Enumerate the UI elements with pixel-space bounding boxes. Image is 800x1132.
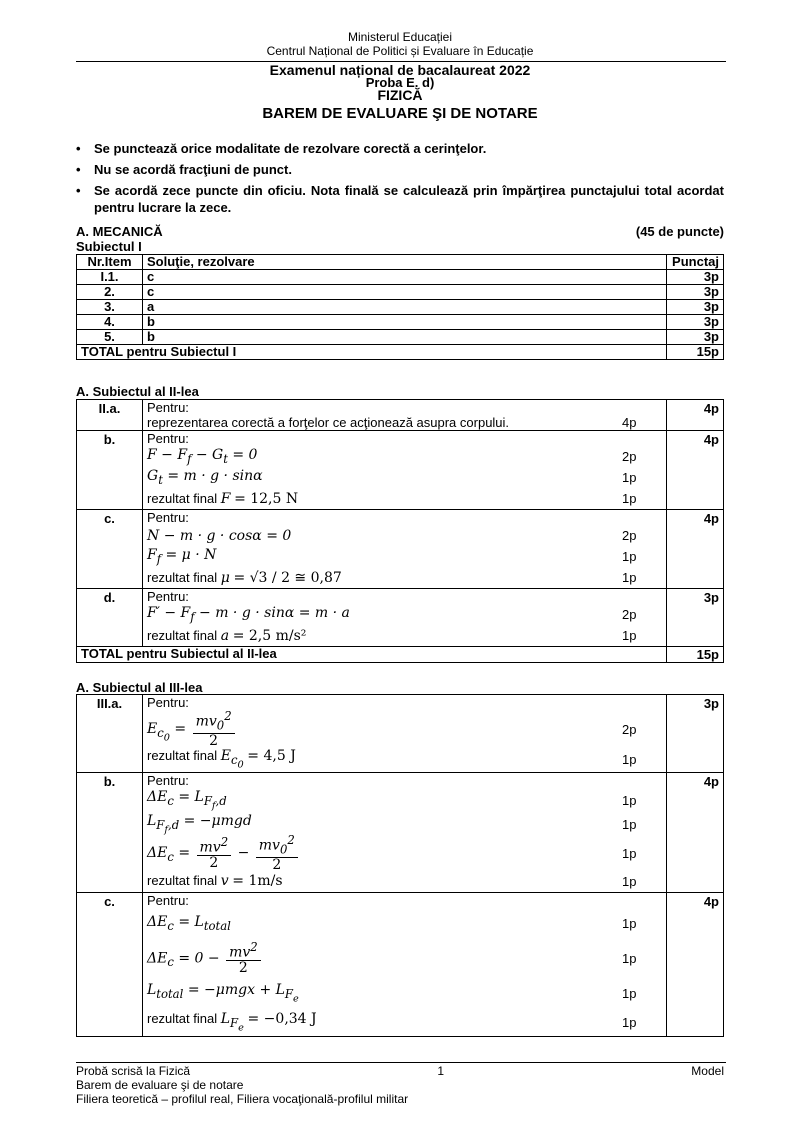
equation: $L_{total} = -\mu mgx + L_{F_e}$ xyxy=(147,981,299,1005)
solution-line xyxy=(147,546,662,567)
solution-line: rezultat final μ = √3 / 2 ≅ 0,87 1p xyxy=(147,567,662,588)
line-points: 1p xyxy=(622,845,637,861)
table-row xyxy=(77,510,724,589)
page-footer xyxy=(76,1064,724,1106)
line-points: 1p xyxy=(622,1014,637,1030)
solution-cell xyxy=(143,893,667,1037)
total-points: 15p xyxy=(667,647,724,663)
solution-line: rezultat final a = 2,5 m/s² 1p xyxy=(147,625,662,646)
answer: a xyxy=(143,300,667,315)
line-points: 1p xyxy=(622,985,637,1001)
solution-line xyxy=(147,938,662,978)
table-row xyxy=(77,285,724,300)
points: 3p xyxy=(667,589,724,647)
equation: $E_{c_0}$ xyxy=(220,747,244,771)
points: 4p xyxy=(667,773,724,893)
rule-item: • Se punctează orice modalitate de rezolvare corectă a cerinţelor. xyxy=(76,141,487,156)
section-a-heading xyxy=(76,224,724,239)
pentru-label: Pentru: xyxy=(147,695,189,710)
solution-cell xyxy=(143,695,667,773)
equation: N − m · g · cosα = 0 xyxy=(147,527,292,544)
item-number: 3. xyxy=(77,300,143,315)
equation: $\Delta E_c = 0$ − $\frac{mv^2}{2}$ xyxy=(147,940,622,977)
page-number: 1 xyxy=(437,1064,445,1078)
solution-cell xyxy=(143,510,667,589)
pentru-label: Pentru: xyxy=(147,400,189,415)
equation: a xyxy=(220,627,230,644)
footer-model: Model xyxy=(691,1064,724,1078)
solution-line: rezultat final v = 1m/s 1p xyxy=(147,870,662,892)
pentru-label: Pentru: xyxy=(147,893,189,908)
section-a-title: A. MECANICĂ xyxy=(76,224,163,239)
footer-exam: Probă scrisă la Fizică xyxy=(76,1064,191,1078)
answer: c xyxy=(143,270,667,285)
answer: c xyxy=(143,285,667,300)
line-points: 2p xyxy=(622,528,637,543)
equation: $F - F_f - G_t = 0$ xyxy=(147,447,258,466)
table-header-row xyxy=(77,255,724,270)
points: 4p xyxy=(667,431,724,510)
solution-cell xyxy=(143,431,667,510)
line-points: 4p xyxy=(622,415,637,430)
rule-item: • Nu se acordă fracţiuni de punct. xyxy=(76,162,292,177)
bullet-icon: • xyxy=(76,162,81,177)
ministry-header xyxy=(0,30,800,58)
equation: $\Delta E_c = L_{F_f,d}$ xyxy=(147,788,227,812)
footer-divider xyxy=(76,1062,726,1063)
total-label: TOTAL pentru Subiectul al II-lea xyxy=(77,647,667,663)
document-title: BAREM DE EVALUARE ŞI DE NOTARE xyxy=(262,105,538,122)
points: 3p xyxy=(667,270,724,285)
solution-cell xyxy=(143,773,667,893)
result-label: rezultat final xyxy=(147,490,218,506)
bullet-icon: • xyxy=(76,141,81,156)
equation: $F' - F_f - m \cdot g \cdot \sin\alpha = m \cdot a$ xyxy=(147,605,350,624)
item-number: b. xyxy=(77,773,143,893)
item-number: I.1. xyxy=(77,270,143,285)
line-points: 1p xyxy=(622,873,637,889)
line-points: 2p xyxy=(622,607,637,622)
points: 3p xyxy=(667,315,724,330)
solution-text: reprezentarea corectă a forţelor ce acţionează asupra corpului. xyxy=(147,415,510,430)
solution-line xyxy=(147,604,662,625)
exam-title: Examenul național de bacalaureat 2022 xyxy=(269,62,531,78)
pentru-label: Pentru: xyxy=(147,431,189,446)
item-number: d. xyxy=(77,589,143,647)
result-label: rezultat final xyxy=(147,747,218,763)
section-a-points: (45 de puncte) xyxy=(635,224,724,239)
item-number: c. xyxy=(77,893,143,1037)
bullet-icon: • xyxy=(76,183,81,198)
table-row xyxy=(77,330,724,345)
solution-line xyxy=(147,446,662,467)
line-points: 1p xyxy=(622,751,637,767)
solution-line: rezultat final $L_{F_e} = -0,34$ J 1p xyxy=(147,1008,662,1036)
footer-profile: Filiera teoretică – profilul real, Filiera vocaţională-profilul militar xyxy=(76,1092,409,1106)
points: 3p xyxy=(667,285,724,300)
subiect1-label: Subiectul I xyxy=(76,239,142,254)
subiect3-table xyxy=(76,694,724,1037)
pentru-label: Pentru: xyxy=(147,773,189,788)
grading-rules xyxy=(76,140,724,220)
center-name: Centrul Național de Politici și Evaluare în Educație xyxy=(266,44,534,58)
equation: $\Delta E_c = L_{total}$ xyxy=(147,913,231,933)
result-label: rezultat final xyxy=(147,627,218,643)
subiect1-table xyxy=(76,254,724,360)
points: 4p xyxy=(667,893,724,1037)
table-row xyxy=(77,695,724,773)
total-points: 15p xyxy=(667,345,724,360)
solution-line: rezultat final F = 12,5 N 1p xyxy=(147,488,662,509)
equation: $L_{F_f,d} = -\mu mgd$ xyxy=(147,812,252,836)
solution-line xyxy=(147,415,662,430)
rule-item: • Se acordă zece puncte din oficiu. Nota finală se calculează prin împărţirea punctajului total acordat pentru lucrare la zece. xyxy=(76,183,724,215)
equation: $\Delta E_c$ = $\frac{mv^2}{2}$ − $\frac{mv_0^2}{2}$ xyxy=(147,833,622,873)
points: 3p xyxy=(667,695,724,773)
points: 4p xyxy=(667,400,724,431)
equation: $E_{c_0}$ = $\frac{mv_0^2}{2}$ xyxy=(147,709,622,749)
item-number: c. xyxy=(77,510,143,589)
equation: F xyxy=(220,490,231,507)
points: 4p xyxy=(667,510,724,589)
result-label: rezultat final xyxy=(147,1010,218,1026)
table-row xyxy=(77,589,724,647)
points: 3p xyxy=(667,330,724,345)
answer: b xyxy=(143,315,667,330)
solution-line xyxy=(147,467,662,488)
header-solution: Soluţie, rezolvare xyxy=(143,255,667,270)
solution-line xyxy=(147,525,662,546)
line-points: 2p xyxy=(622,721,637,737)
subiect3-label: A. Subiectul al III-lea xyxy=(76,680,203,695)
item-number: 5. xyxy=(77,330,143,345)
proba-label: Proba E. d) xyxy=(365,75,435,90)
total-label: TOTAL pentru Subiectul I xyxy=(77,345,667,360)
points: 3p xyxy=(667,300,724,315)
solution-line: rezultat final $E_{c_0} = 4,5$ J 1p xyxy=(147,748,662,770)
solution-cell xyxy=(143,589,667,647)
subiect2-table xyxy=(76,399,724,663)
line-points: 1p xyxy=(622,570,637,585)
equation: $L_{F_e}$ xyxy=(220,1010,244,1034)
line-points: 1p xyxy=(622,491,637,506)
item-number: 4. xyxy=(77,315,143,330)
pentru-label: Pentru: xyxy=(147,589,189,604)
solution-line xyxy=(147,908,662,938)
solution-cell xyxy=(143,400,667,431)
solution-line xyxy=(147,978,662,1008)
table-row xyxy=(77,270,724,285)
equation: $F_f = \mu \cdot N$ xyxy=(147,547,217,566)
footer-doc: Barem de evaluare şi de notare xyxy=(76,1078,244,1092)
line-points: 1p xyxy=(622,470,637,485)
answer: b xyxy=(143,330,667,345)
solution-line xyxy=(147,788,662,812)
table-row xyxy=(77,400,724,431)
ministry-name: Ministerul Educației xyxy=(347,30,453,44)
table-row xyxy=(77,773,724,893)
line-points: 1p xyxy=(622,950,637,966)
line-points: 1p xyxy=(622,816,637,832)
result-label: rezultat final xyxy=(147,873,218,888)
table-row xyxy=(77,431,724,510)
item-number: III.a. xyxy=(77,695,143,773)
total-row xyxy=(77,647,724,663)
total-row xyxy=(77,345,724,360)
subject-title: FIZICĂ xyxy=(377,87,423,103)
result-label: rezultat final xyxy=(147,569,218,585)
pentru-label: Pentru: xyxy=(147,510,189,525)
line-points: 1p xyxy=(622,628,637,643)
item-number: 2. xyxy=(77,285,143,300)
header-points: Punctaj xyxy=(667,255,724,270)
title-block xyxy=(0,63,800,123)
equation: $G_t = m \cdot g \cdot \sin\alpha$ xyxy=(147,468,263,487)
header-item: Nr.Item xyxy=(77,255,143,270)
table-row xyxy=(77,315,724,330)
line-points: 1p xyxy=(622,915,637,931)
item-number: b. xyxy=(77,431,143,510)
item-number: II.a. xyxy=(77,400,143,431)
solution-line xyxy=(147,832,662,874)
line-points: 1p xyxy=(622,792,637,808)
equation: v xyxy=(220,873,229,889)
line-points: 1p xyxy=(622,549,637,564)
line-points: 2p xyxy=(622,449,637,464)
table-row xyxy=(77,893,724,1037)
solution-line xyxy=(147,710,662,748)
equation: μ xyxy=(220,569,230,586)
table-row xyxy=(77,300,724,315)
subiect2-label: A. Subiectul al II-lea xyxy=(76,384,199,399)
